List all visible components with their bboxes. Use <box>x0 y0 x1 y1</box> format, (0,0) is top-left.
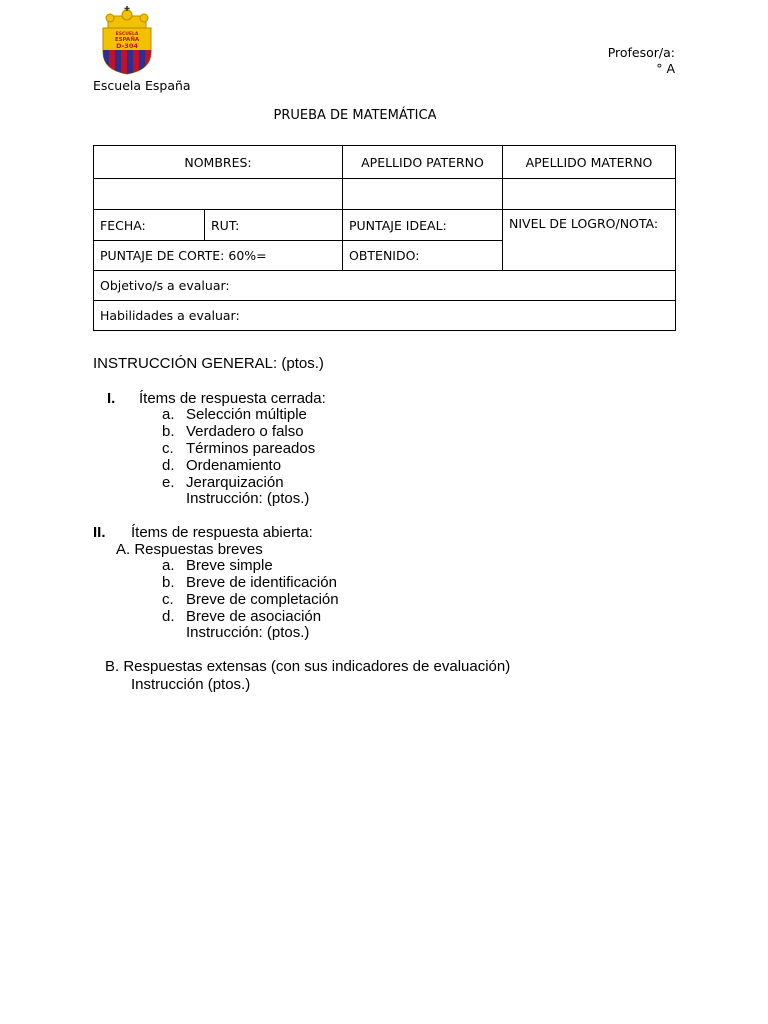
list-text: Ordenamiento <box>186 457 282 474</box>
list-letter: a. <box>162 406 175 423</box>
list-letter: a. <box>162 557 175 574</box>
student-info-table <box>93 145 676 331</box>
section-1-instruction: Instrucción: (ptos.) <box>186 490 310 507</box>
section-2-instruction: Instrucción: (ptos.) <box>186 624 310 641</box>
nombres-field[interactable] <box>94 179 343 210</box>
list-text: Breve de identificación <box>186 574 337 591</box>
apellido-materno-header: APELLIDO MATERNO <box>503 146 676 179</box>
list-letter: c. <box>162 440 174 457</box>
list-letter: b. <box>162 574 175 591</box>
list-text: Términos pareados <box>186 440 316 457</box>
section-2-sub-a: A. Respuestas breves <box>116 541 263 558</box>
list-text: Jerarquización <box>186 474 284 491</box>
list-letter: e. <box>162 474 175 491</box>
list-item <box>162 557 273 574</box>
teacher-label: Profesor/a: <box>607 45 675 60</box>
logo-text-mid: ESPAÑA <box>114 37 140 43</box>
obtenido-field[interactable]: OBTENIDO: <box>343 241 503 271</box>
apellido-materno-field[interactable] <box>503 179 676 210</box>
section-2-sub-b: B. Respuestas extensas (con sus indicadores de evaluación) <box>105 658 511 675</box>
list-item <box>162 440 315 457</box>
list-letter: d. <box>162 608 175 625</box>
list-letter: b. <box>162 423 175 440</box>
section-1-title: Ítems de respuesta cerrada: <box>139 390 326 407</box>
grade-label: ° A <box>656 61 675 76</box>
apellido-paterno-header: APELLIDO PATERNO <box>343 146 503 179</box>
list-text: Verdadero o falso <box>186 423 304 440</box>
habilidades-field[interactable]: Habilidades a evaluar: <box>94 301 676 331</box>
list-text: Breve de completación <box>186 591 339 608</box>
puntaje-ideal-field[interactable]: PUNTAJE IDEAL: <box>343 210 503 241</box>
list-item <box>162 591 339 608</box>
objetivos-field[interactable]: Objetivo/s a evaluar: <box>94 271 676 301</box>
list-item <box>162 574 337 591</box>
section-1-number: I. <box>107 390 116 407</box>
nivel-logro-field[interactable]: NIVEL DE LOGRO/NOTA: <box>503 210 676 271</box>
apellido-paterno-field[interactable] <box>343 179 503 210</box>
section-2-title: Ítems de respuesta abierta: <box>131 524 313 541</box>
logo-text-code: D-304 <box>116 42 138 50</box>
puntaje-corte-field[interactable]: PUNTAJE DE CORTE: 60%= <box>94 241 343 271</box>
list-letter: c. <box>162 591 174 608</box>
section-2-number: II. <box>93 524 106 541</box>
list-item <box>162 457 281 474</box>
fecha-field[interactable]: FECHA: <box>94 210 205 241</box>
general-instruction: INSTRUCCIÓN GENERAL: (ptos.) <box>93 355 324 372</box>
logo-text-top: ESCUELA <box>115 32 139 37</box>
list-item <box>162 608 321 625</box>
school-crest-logo <box>100 6 154 76</box>
nombres-header: NOMBRES: <box>94 146 343 179</box>
list-item <box>162 406 307 423</box>
list-letter: d. <box>162 457 175 474</box>
school-name: Escuela España <box>93 78 191 93</box>
rut-field[interactable]: RUT: <box>205 210 343 241</box>
section-2-sub-b-instruction: Instrucción (ptos.) <box>131 676 251 693</box>
list-item <box>162 423 304 440</box>
page-title: PRUEBA DE MATEMÁTICA <box>273 108 437 123</box>
list-text: Breve de asociación <box>186 608 322 625</box>
list-item <box>162 474 284 491</box>
list-text: Selección múltiple <box>186 406 307 423</box>
list-text: Breve simple <box>186 557 273 574</box>
teacher-info <box>608 45 675 77</box>
